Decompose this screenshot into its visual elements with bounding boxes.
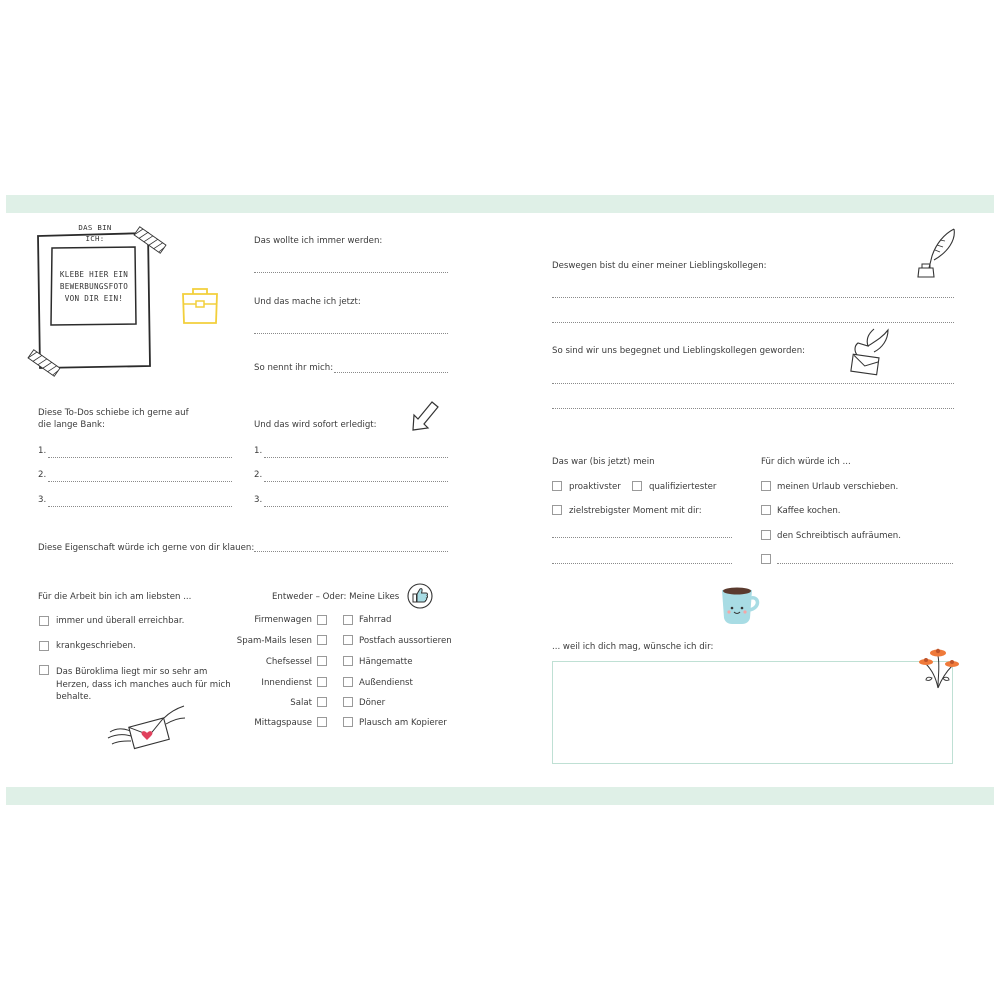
- for-you-option-1-checkbox[interactable]: [761, 481, 771, 491]
- likes-right-6-checkbox[interactable]: [343, 717, 353, 727]
- flying-envelope-icon: [106, 700, 186, 750]
- todo-now-line-1[interactable]: [264, 457, 448, 458]
- nickname-label: So nennt ihr mich:: [254, 363, 334, 373]
- steal-trait-line[interactable]: [254, 551, 448, 552]
- wish-label: ... weil ich dich mag, wünsche ich dir:: [552, 642, 714, 652]
- likes-left-1-checkbox[interactable]: [317, 615, 327, 625]
- likes-right-5-checkbox[interactable]: [343, 697, 353, 707]
- was-line-2[interactable]: [552, 563, 732, 564]
- likes-heading: Entweder – Oder: Meine Likes: [272, 592, 400, 602]
- photo-placeholder-line-1: KLEBE HIER EIN: [59, 270, 129, 279]
- likes-left-6-label: Mittagspause: [254, 718, 312, 728]
- for-you-heading: Für dich würde ich ...: [761, 457, 851, 467]
- coffee-cup-icon: [718, 584, 764, 628]
- bottom-band: [6, 787, 994, 805]
- for-you-option-3-label: den Schreibtisch aufräumen.: [777, 531, 901, 541]
- todo-now-line-3[interactable]: [264, 506, 448, 507]
- likes-left-2-checkbox[interactable]: [317, 635, 327, 645]
- likes-right-4-label: Außendienst: [359, 678, 413, 688]
- todo-postpone-number-3: 3.: [38, 495, 47, 505]
- likes-left-5-label: Salat: [290, 698, 312, 708]
- todo-postpone-number-1: 1.: [38, 446, 47, 456]
- todos-postpone-label-2: die lange Bank:: [38, 420, 105, 430]
- likes-left-4-label: Innendienst: [261, 678, 312, 688]
- for-you-option-3-checkbox[interactable]: [761, 530, 771, 540]
- likes-right-1-checkbox[interactable]: [343, 615, 353, 625]
- likes-left-1-label: Firmenwagen: [254, 615, 312, 625]
- how-we-met-line-1[interactable]: [552, 383, 954, 384]
- todo-postpone-line-2[interactable]: [48, 481, 232, 482]
- todo-now-number-2: 2.: [254, 470, 263, 480]
- work-option-2-checkbox[interactable]: [39, 641, 49, 651]
- flowers-icon: [912, 644, 962, 692]
- todos-postpone-label-1: Diese To-Dos schiebe ich gerne auf: [38, 408, 189, 418]
- likes-right-2-label: Postfach aussortieren: [359, 636, 452, 646]
- todo-now-line-2[interactable]: [264, 481, 448, 482]
- wanted-to-be-line[interactable]: [254, 272, 448, 273]
- how-we-met-label: So sind wir uns begegnet und Lieblingskollegen geworden:: [552, 346, 806, 356]
- for-you-custom-line[interactable]: [777, 563, 953, 564]
- likes-left-3-label: Chefsessel: [265, 657, 312, 667]
- doing-now-label: Und das mache ich jetzt:: [254, 297, 361, 307]
- wish-box[interactable]: [552, 661, 953, 764]
- likes-right-1-label: Fahrrad: [359, 615, 392, 625]
- photo-placeholder-line-3: VON DIR EIN!: [64, 294, 124, 303]
- todo-postpone-number-2: 2.: [38, 470, 47, 480]
- was-option-3-label: zielstrebigster Moment mit dir:: [569, 506, 702, 516]
- photo-frame: [0, 0, 200, 400]
- for-you-option-4-checkbox[interactable]: [761, 554, 771, 564]
- likes-left-2-label: Spam-Mails lesen: [236, 636, 312, 646]
- like-thumb-icon: [406, 583, 436, 611]
- was-heading: Das war (bis jetzt) mein: [552, 457, 655, 467]
- todo-postpone-line-3[interactable]: [48, 506, 232, 507]
- work-option-3-checkbox[interactable]: [39, 665, 49, 675]
- likes-right-5-label: Döner: [359, 698, 386, 708]
- work-option-1-label: immer und überall erreichbar.: [56, 616, 185, 626]
- work-option-1-checkbox[interactable]: [39, 616, 49, 626]
- todo-postpone-line-1[interactable]: [48, 457, 232, 458]
- work-heading: Für die Arbeit bin ich am liebsten ...: [38, 592, 192, 602]
- work-option-3-label: Das Büroklima liegt mir so sehr am Herzen, dass ich manches auch für mich behalte.: [56, 667, 231, 702]
- wanted-to-be-label: Das wollte ich immer werden:: [254, 236, 383, 246]
- likes-left-5-checkbox[interactable]: [317, 697, 327, 707]
- briefcase-icon: [180, 284, 220, 326]
- likes-right-3-label: Hängematte: [359, 657, 413, 667]
- favourite-reason-label: Deswegen bist du einer meiner Lieblingskollegen:: [552, 261, 767, 271]
- likes-left-3-checkbox[interactable]: [317, 656, 327, 666]
- steal-trait-label: Diese Eigenschaft würde ich gerne von dir klauen:: [38, 543, 255, 553]
- doing-now-line[interactable]: [254, 333, 448, 334]
- for-you-option-2-checkbox[interactable]: [761, 505, 771, 515]
- bird-envelope-icon: [844, 326, 892, 378]
- photo-heading: DAS BIN ICH:: [78, 223, 112, 243]
- todo-now-number-3: 3.: [254, 495, 263, 505]
- likes-left-6-checkbox[interactable]: [317, 717, 327, 727]
- todo-now-number-1: 1.: [254, 446, 263, 456]
- likes-right-6-label: Plausch am Kopierer: [359, 718, 447, 728]
- was-option-3-checkbox[interactable]: [552, 505, 562, 515]
- was-option-2-label: qualifiziertester: [649, 482, 717, 492]
- todos-now-label: Und das wird sofort erledigt:: [254, 420, 377, 430]
- likes-right-2-checkbox[interactable]: [343, 635, 353, 645]
- nickname-line[interactable]: [334, 372, 448, 373]
- likes-right-3-checkbox[interactable]: [343, 656, 353, 666]
- for-you-option-1-label: meinen Urlaub verschieben.: [777, 482, 899, 492]
- how-we-met-line-2[interactable]: [552, 408, 954, 409]
- for-you-option-2-label: Kaffee kochen.: [777, 506, 841, 516]
- favourite-reason-line-2[interactable]: [552, 322, 954, 323]
- was-line-1[interactable]: [552, 537, 732, 538]
- quill-inkwell-icon: [914, 226, 960, 280]
- arrow-down-left-icon: [412, 399, 438, 433]
- photo-placeholder-line-2: BEWERBUNGSFOTO: [59, 282, 129, 291]
- favourite-reason-line-1[interactable]: [552, 297, 954, 298]
- likes-left-4-checkbox[interactable]: [317, 677, 327, 687]
- likes-right-4-checkbox[interactable]: [343, 677, 353, 687]
- was-option-1-checkbox[interactable]: [552, 481, 562, 491]
- was-option-2-checkbox[interactable]: [632, 481, 642, 491]
- work-option-2-label: krankgeschrieben.: [56, 641, 136, 651]
- was-option-1-label: proaktivster: [569, 482, 621, 492]
